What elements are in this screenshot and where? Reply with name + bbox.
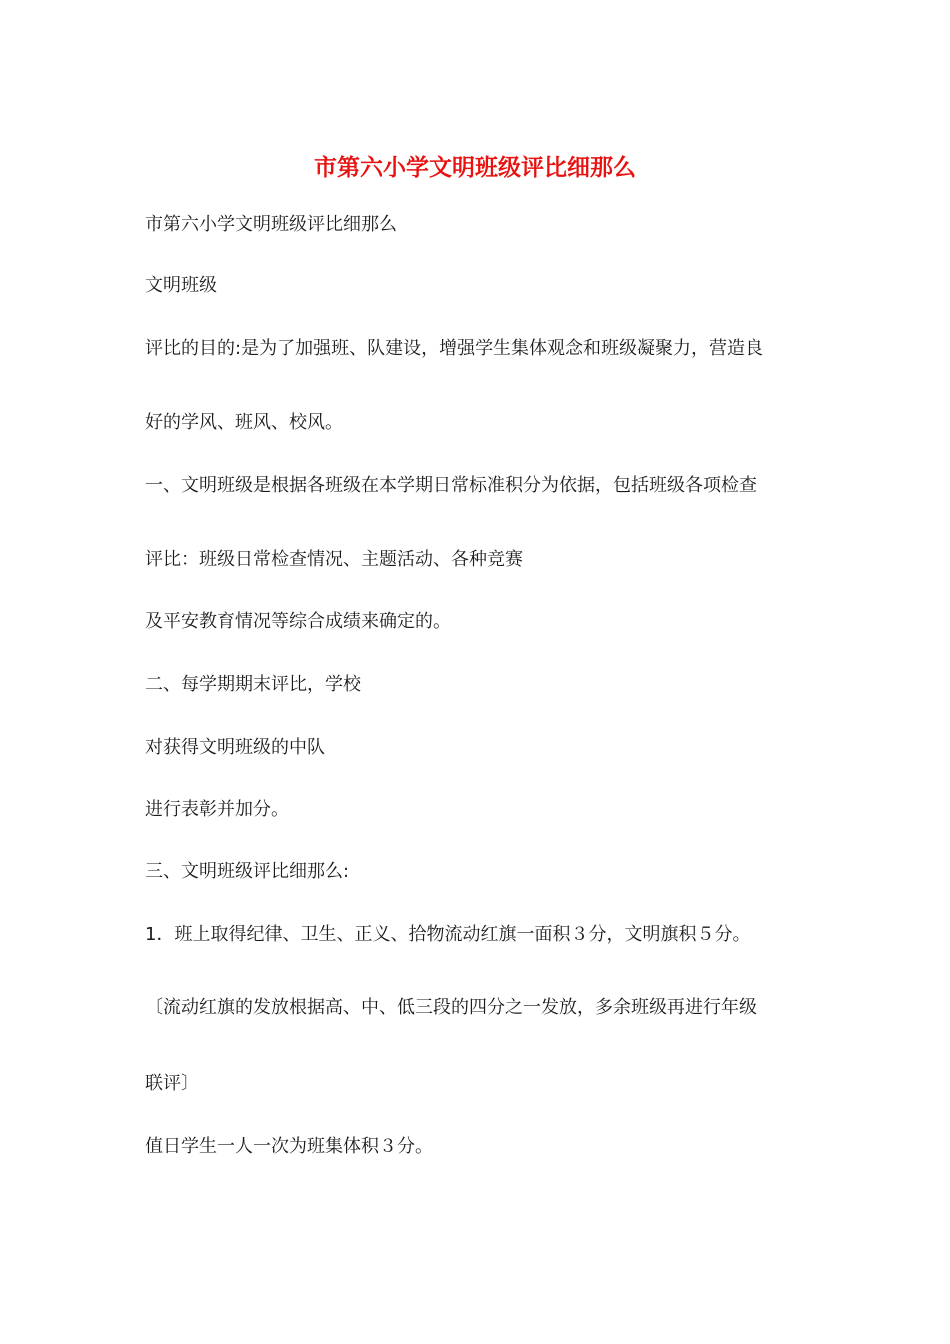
text-line-purpose: 评比的目的:是为了加强班、队建设，增强学生集体观念和班级凝聚力，营造良	[145, 338, 764, 359]
text-line-heading: 文明班级	[145, 275, 217, 296]
text-line-section-3: 三、文明班级评比细那么:	[145, 861, 350, 882]
text-line-section-1-end: 及平安教育情况等综合成绩来确定的。	[145, 611, 451, 632]
text-line-rule-note-end: 联评〕	[145, 1073, 199, 1094]
text-line-section-2-cont: 对获得文明班级的中队	[145, 737, 325, 758]
text-line-rule-1: 1．班上取得纪律、卫生、正义、拾物流动红旗一面积３分，文明旗积５分。	[145, 924, 751, 945]
text-line-subtitle: 市第六小学文明班级评比细那么	[145, 214, 397, 235]
text-line-section-1: 一、文明班级是根据各班级在本学期日常标准积分为依据，包括班级各项检查	[145, 475, 757, 496]
text-line-section-1-cont: 评比：班级日常检查情况、主题活动、各种竞赛	[145, 549, 523, 570]
text-line-section-2: 二、每学期期末评比，学校	[145, 674, 361, 695]
text-line-purpose-cont: 好的学风、班风、校风。	[145, 412, 343, 433]
text-line-section-2-end: 进行表彰并加分。	[145, 799, 289, 820]
text-line-duty: 值日学生一人一次为班集体积３分。	[145, 1136, 433, 1157]
text-line-rule-note: 〔流动红旗的发放根据高、中、低三段的四分之一发放，多余班级再进行年级	[145, 997, 757, 1018]
document-title: 市第六小学文明班级评比细那么	[314, 154, 636, 181]
